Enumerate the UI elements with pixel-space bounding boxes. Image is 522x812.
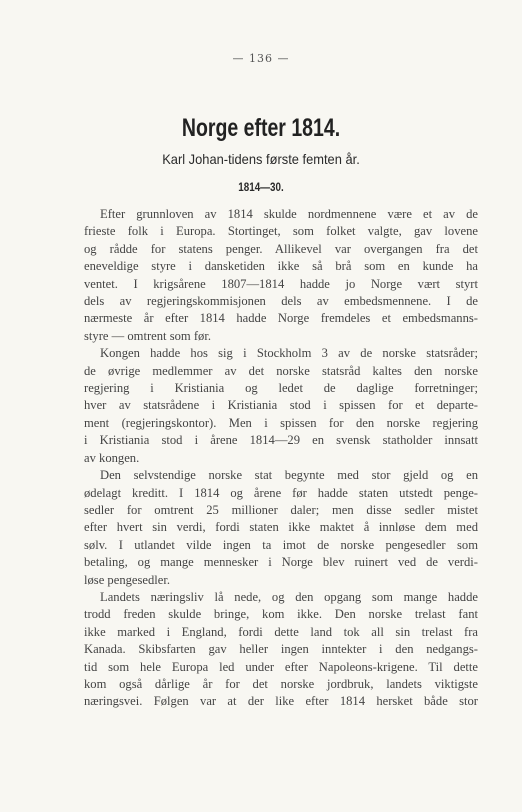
chapter-subtitle: Karl Johan-tidens første femten år. bbox=[162, 151, 360, 167]
text-line: og rådde for statens penger. Allikevel var overgangen fra det bbox=[84, 241, 478, 256]
text-line: de øvrige medlemmer av det norske statsråd kaltes den norske bbox=[84, 363, 478, 378]
paragraph bbox=[84, 206, 478, 345]
text-line: Efter grunnloven av 1814 skulde nordmennene være et av de bbox=[100, 207, 478, 221]
period-heading: 1814—30. bbox=[238, 180, 284, 194]
text-line: i Kristiania stod i årene 1814—29 en svensk statholder innsatt bbox=[84, 433, 478, 448]
text-line: nærmeste år efter 1814 hadde Norge fremdeles et embedsmanns- bbox=[84, 311, 478, 326]
text-line: tid som hele Europa led under efter Napoleons-krigene. Til dette bbox=[84, 659, 478, 674]
text-line: ment (regjeringskontor). Men i spissen for den norske regjering bbox=[84, 415, 478, 430]
text-line: frieste folk i Europa. Stortinget, som folket valgte, gav lovene bbox=[84, 224, 478, 239]
chapter-title: Norge efter 1814. bbox=[181, 114, 341, 142]
text-line: trodd freden skulde bringe, kom ikke. Den norske trelast fant bbox=[84, 607, 478, 622]
text-line: ikke marked i England, fordi dette land tok all sin trelast fra bbox=[84, 624, 478, 639]
text-line: hver av statsrådene i Kristiania stod i spissen for et departe- bbox=[84, 398, 478, 413]
text-line: av kongen. bbox=[84, 450, 140, 465]
page-number: — 136 — bbox=[232, 52, 290, 65]
paragraph bbox=[84, 467, 478, 589]
text-line: løse pengesedler. bbox=[84, 572, 171, 587]
text-line: kom også dårlige år for det norske jordbruk, landets viktigste bbox=[84, 676, 478, 691]
text-line: ødelagt kreditt. I 1814 og årene før hadde staten utstedt penge- bbox=[84, 485, 478, 500]
text-line: Kongen hadde hos sig i Stockholm 3 av de norske statsråder; bbox=[100, 346, 478, 361]
paragraph bbox=[84, 345, 478, 467]
paragraph bbox=[84, 589, 478, 711]
text-line: Den selvstendige norske stat begynte med stor gjeld og en bbox=[100, 468, 478, 483]
text-line: dels av regjeringskommisjonen dels av embedsmennene. I de bbox=[84, 294, 478, 309]
text-line: betaling, og mange mennesker i Norge blev ruinert ved de verdi- bbox=[84, 555, 478, 570]
text-line: næringsvei. Følgen var at der like efter 1814 hersket både stor bbox=[84, 694, 478, 709]
text-line: Kanada. Skibsfarten gav heller ingen inntekter i den nedgangs- bbox=[84, 642, 478, 657]
body-text bbox=[84, 206, 478, 711]
text-line: eneveldige styre i dansketiden ikke så brå som en kunde ha bbox=[84, 259, 478, 274]
text-line: regjering i Kristiania og ledet de daglige forretninger; bbox=[84, 381, 478, 396]
text-line: sedler for omtrent 25 millioner daler; men disse sedler mistet bbox=[84, 502, 478, 517]
text-line: efter hvert sin verdi, fordi staten ikke maktet å innløse dem med bbox=[84, 520, 478, 535]
text-line: sølv. I utlandet vilde ingen ta imot de norske pengesedler som bbox=[84, 537, 478, 552]
text-line: styre — omtrent som før. bbox=[84, 328, 211, 343]
text-line: ventet. I krigsårene 1807—1814 hadde jo Norge vært styrt bbox=[84, 276, 478, 291]
text-line: Landets næringsliv lå nede, og den opgang som mange hadde bbox=[100, 589, 478, 604]
